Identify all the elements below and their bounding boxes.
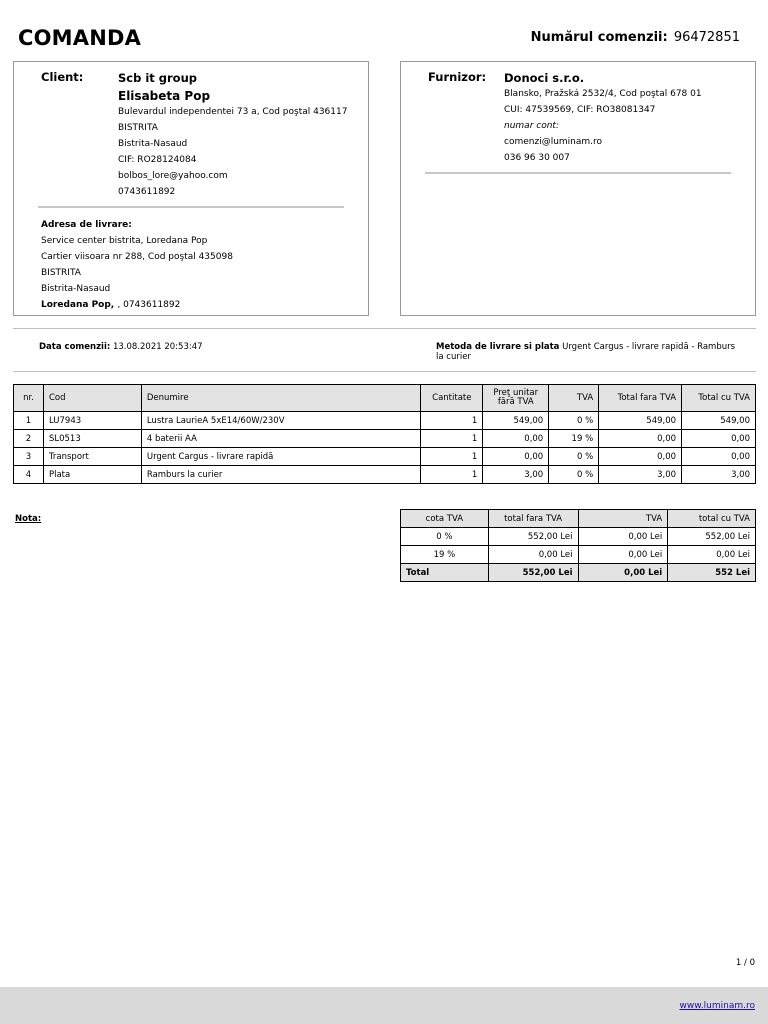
delivery-contact-phone: , 0743611892 — [117, 300, 181, 310]
client-divider — [38, 206, 344, 208]
table-cell: Urgent Cargus - livrare rapidă — [141, 448, 420, 466]
client-person: Elisabeta Pop — [118, 89, 211, 103]
tva-header-cell: total cu TVA — [668, 510, 756, 528]
table-cell: 1 — [421, 412, 483, 430]
tva-total-cell: 552 Lei — [668, 564, 756, 582]
items-header-cell: Total fara TVA — [599, 385, 682, 412]
tva-cell: 552,00 Lei — [488, 528, 578, 546]
delivery-method — [436, 342, 736, 362]
tva-cell: 19 % — [401, 546, 489, 564]
tva-header-row — [401, 510, 756, 528]
tva-row — [401, 546, 756, 564]
client-label: Client: — [41, 70, 84, 84]
tva-cell: 552,00 Lei — [668, 528, 756, 546]
tva-cell: 0 % — [401, 528, 489, 546]
delivery-county: Bistrita-Nasaud — [41, 284, 111, 294]
table-cell: 0,00 — [483, 430, 549, 448]
items-header-cell: nr. — [14, 385, 44, 412]
table-row — [14, 430, 756, 448]
order-number-value: 96472851 — [673, 30, 740, 45]
footer-website-link[interactable]: www.luminam.ro — [679, 1001, 755, 1011]
meta-bottom-separator — [13, 371, 756, 372]
tva-header-cell: total fara TVA — [488, 510, 578, 528]
client-city: BISTRITA — [118, 123, 158, 133]
table-cell: 0 % — [549, 412, 599, 430]
table-row — [14, 412, 756, 430]
table-cell: 4 baterii AA — [141, 430, 420, 448]
client-details — [118, 70, 363, 200]
supplier-address: Blansko, Pražská 2532/4, Cod poştal 678 01 — [504, 89, 702, 99]
table-cell: 0,00 — [483, 448, 549, 466]
table-cell: 1 — [421, 448, 483, 466]
items-header-cell: Total cu TVA — [682, 385, 756, 412]
table-cell: LU7943 — [43, 412, 141, 430]
tva-summary-table — [400, 509, 756, 582]
table-cell: 0 % — [549, 466, 599, 484]
tva-total-row — [401, 564, 756, 582]
table-cell: 1 — [14, 412, 44, 430]
delivery-address — [41, 217, 361, 313]
tva-cell: 0,00 Lei — [578, 528, 668, 546]
delivery-method-value: Urgent Cargus - livrare rapidă - Ramburs la curier — [436, 342, 736, 362]
table-cell: 3,00 — [599, 466, 682, 484]
items-header-cell: Cantitate — [421, 385, 483, 412]
table-cell: Transport — [43, 448, 141, 466]
supplier-cui: CUI: 47539569, CIF: RO38081347 — [504, 105, 656, 115]
table-cell: Plata — [43, 466, 141, 484]
table-cell: 0,00 — [682, 430, 756, 448]
supplier-label: Furnizor: — [428, 70, 487, 84]
client-cif: CIF: RO28124084 — [118, 155, 197, 165]
client-address: Bulevardul independentei 73 a, Cod poştal 436117 — [118, 107, 348, 117]
delivery-line1: Service center bistrita, Loredana Pop — [41, 236, 208, 246]
order-number-label: Numărul comenzii: — [530, 30, 668, 45]
supplier-divider — [425, 172, 731, 174]
table-cell: 549,00 — [483, 412, 549, 430]
order-date — [39, 342, 203, 352]
table-cell: 3,00 — [682, 466, 756, 484]
items-header-row — [14, 385, 756, 412]
tva-total-cell: 0,00 Lei — [578, 564, 668, 582]
tva-header-cell: cota TVA — [401, 510, 489, 528]
supplier-box — [400, 61, 756, 316]
table-cell: Ramburs la curier — [141, 466, 420, 484]
tva-header-cell: TVA — [578, 510, 668, 528]
supplier-phone: 036 96 30 007 — [504, 153, 570, 163]
client-email: bolbos_lore@yahoo.com — [118, 171, 228, 181]
table-cell: 549,00 — [682, 412, 756, 430]
table-cell: 2 — [14, 430, 44, 448]
client-county: Bistrita-Nasaud — [118, 139, 188, 149]
table-cell: 1 — [421, 466, 483, 484]
page-number: 1 / 0 — [735, 958, 755, 968]
nota-label: Nota: — [15, 514, 42, 524]
order-number — [531, 30, 740, 45]
supplier-name: Donoci s.r.o. — [504, 71, 585, 85]
items-header-cell: Cod — [43, 385, 141, 412]
delivery-city: BISTRITA — [41, 268, 81, 278]
tva-cell: 0,00 Lei — [578, 546, 668, 564]
tva-total-cell: 552,00 Lei — [488, 564, 578, 582]
supplier-email: comenzi@luminam.ro — [504, 137, 603, 147]
client-company: Scb it group — [118, 71, 198, 85]
footer-bar — [0, 987, 768, 1024]
items-header-cell: TVA — [549, 385, 599, 412]
table-cell: Lustra LaurieA 5xE14/60W/230V — [141, 412, 420, 430]
tva-cell: 0,00 Lei — [488, 546, 578, 564]
tva-cell: 0,00 Lei — [668, 546, 756, 564]
table-cell: 0,00 — [599, 430, 682, 448]
table-row — [14, 448, 756, 466]
table-cell: 3 — [14, 448, 44, 466]
table-cell: 0 % — [549, 448, 599, 466]
supplier-details — [504, 70, 749, 166]
order-date-value: 13.08.2021 20:53:47 — [112, 342, 203, 352]
delivery-method-label: Metoda de livrare si plata — [436, 342, 560, 352]
supplier-account-label: numar cont: — [504, 121, 559, 131]
table-cell: 549,00 — [599, 412, 682, 430]
tva-total-cell: Total — [401, 564, 489, 582]
table-cell: 0,00 — [682, 448, 756, 466]
table-cell: 4 — [14, 466, 44, 484]
delivery-contact — [41, 297, 361, 313]
meta-top-separator — [13, 328, 756, 329]
delivery-label: Adresa de livrare: — [41, 220, 132, 230]
items-header-cell: Denumire — [141, 385, 420, 412]
items-header-cell: Preţ unitar fără TVA — [483, 385, 549, 412]
table-cell: 19 % — [549, 430, 599, 448]
table-row — [14, 466, 756, 484]
table-cell: SL0513 — [43, 430, 141, 448]
order-date-label: Data comenzii: — [39, 342, 111, 352]
tva-row — [401, 528, 756, 546]
items-table — [13, 384, 756, 484]
table-cell: 3,00 — [483, 466, 549, 484]
document-title: COMANDA — [18, 26, 142, 50]
client-box — [13, 61, 369, 316]
delivery-line2: Cartier viisoara nr 288, Cod poştal 435098 — [41, 252, 233, 262]
table-cell: 0,00 — [599, 448, 682, 466]
table-cell: 1 — [421, 430, 483, 448]
delivery-contact-name: Loredana Pop, — [41, 300, 118, 310]
client-phone: 0743611892 — [118, 187, 176, 197]
